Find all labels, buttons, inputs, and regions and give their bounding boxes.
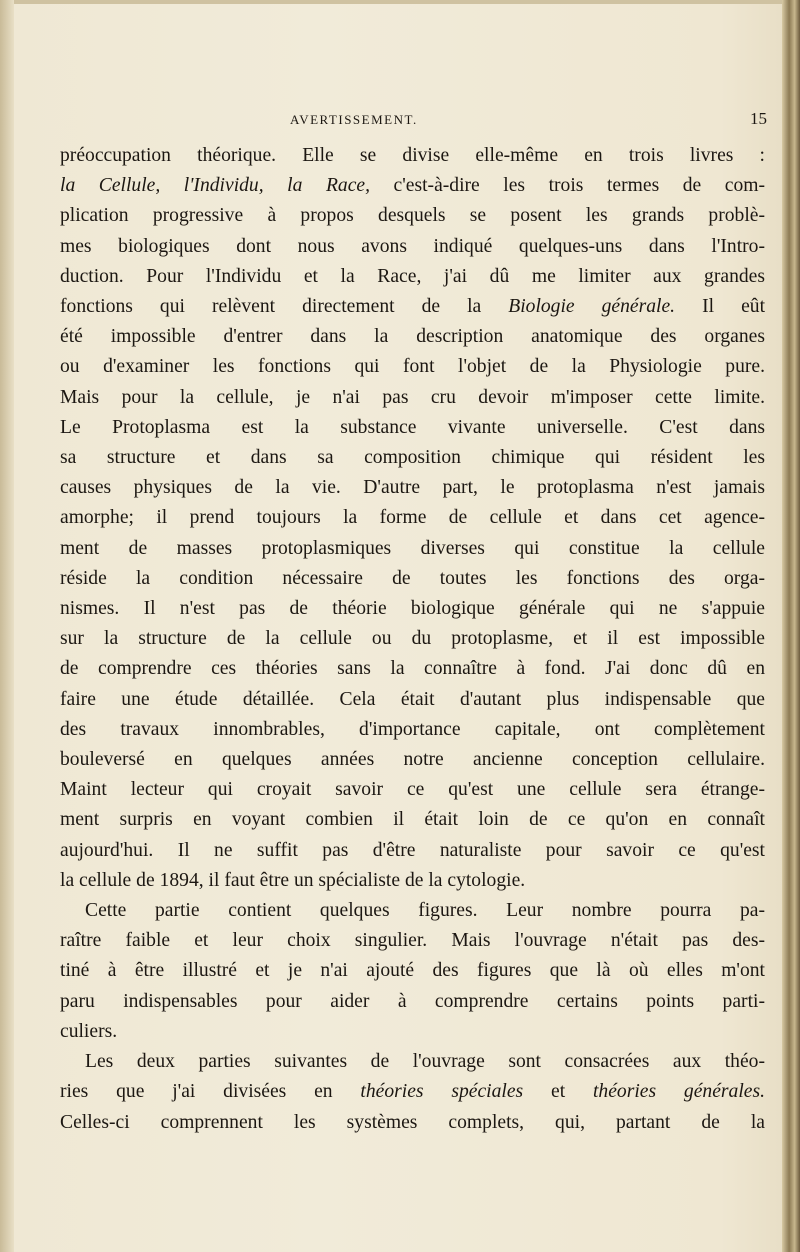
text-line: duction. Pour l'Individu et la Race, j'ai dû me limiter aux grandes	[60, 265, 765, 287]
text-line: Mais pour la cellule, je n'ai pas cru devoir m'imposer cette limite.	[60, 386, 765, 408]
text-line: réside la condition nécessaire de toutes les fonctions des orga-	[60, 567, 765, 589]
text-line: faire une étude détaillée. Cela était d'autant plus indispensable que	[60, 688, 765, 710]
italic-text: Biologie générale.	[508, 296, 676, 318]
text-line: de comprendre ces théories sans la connaître à fond. J'ai donc dû en	[60, 658, 765, 680]
text-line: bouleversé en quelques années notre ancienne conception cellulaire.	[60, 749, 765, 771]
text-line: préoccupation théorique. Elle se divise elle-même en trois livres :	[60, 145, 765, 166]
text-line: ou d'examiner les fonctions qui font l'objet de la Physiologie pure.	[60, 356, 765, 378]
running-title: AVERTISSEMENT.	[290, 112, 418, 127]
text-line: Cette partie contient quelques figures. Leur nombre pourra pa-	[85, 900, 765, 922]
text-line: mes biologiques dont nous avons indiqué quelques-uns dans l'Intro-	[60, 235, 765, 257]
page-number: 15	[750, 109, 767, 128]
text-line: ment de masses protoplasmiques diverses qui constitue la cellule	[60, 537, 765, 559]
page-gutter-shadow	[0, 0, 14, 1252]
italic-text: la Cellule, l'Individu, la Race,	[60, 175, 371, 197]
text-line: raître faible et leur choix singulier. Mais l'ouvrage n'était pas des-	[60, 930, 765, 952]
page-header	[60, 109, 770, 136]
text-line: culiers.	[60, 1020, 118, 1042]
text-line: fonctions qui relèvent directement de la Biologie générale. Il eût	[60, 296, 766, 318]
text-line: ment surpris en voyant combien il était loin de ce qu'on en connaît	[60, 809, 765, 831]
text-line: nismes. Il n'est pas de théorie biologique générale qui ne s'appuie	[60, 598, 765, 620]
text-line: amorphe; il prend toujours la forme de cellule et dans cet agence-	[60, 507, 765, 529]
body-text	[60, 141, 765, 1138]
text-line: causes physiques de la vie. D'autre part, le protoplasma n'est jamais	[60, 477, 765, 499]
text-line: Le Protoplasma est la substance vivante universelle. C'est dans	[60, 416, 765, 438]
text-line: ries que j'ai divisées en théories spéciales et théories générales.	[60, 1081, 765, 1103]
text-line: sur la structure de la cellule ou du protoplasme, et il est impossible	[60, 628, 765, 650]
text-line: été impossible d'entrer dans la description anatomique des organes	[60, 326, 765, 348]
italic-text: théories générales.	[592, 1081, 765, 1103]
text-line: la Cellule, l'Individu, la Race, c'est-à-dire les trois termes de com-	[60, 175, 766, 197]
text-line: Les deux parties suivantes de l'ouvrage sont consacrées aux théo-	[85, 1051, 765, 1073]
page-edge-shadow	[782, 0, 800, 1252]
text-line: Celles-ci comprennent les systèmes complets, qui, partant de la	[60, 1111, 765, 1133]
text-line: tiné à être illustré et je n'ai ajouté des figures que là où elles m'ont	[60, 960, 765, 982]
text-line: des travaux innombrables, d'importance capitale, ont complètement	[60, 718, 765, 740]
text-line: sa structure et dans sa composition chimique qui résident les	[60, 447, 765, 469]
text-line: la cellule de 1894, il faut être un spécialiste de la cytologie.	[60, 869, 526, 891]
page-top-edge	[0, 0, 800, 4]
text-line: paru indispensables pour aider à comprendre certains points parti-	[60, 990, 765, 1012]
text-line: aujourd'hui. Il ne suffit pas d'être naturaliste pour savoir ce qu'est	[60, 839, 765, 861]
italic-text: théories spéciales	[360, 1081, 524, 1103]
text-line: plication progressive à propos desquels se posent les grands problè-	[60, 205, 765, 227]
text-line: Maint lecteur qui croyait savoir ce qu'est une cellule sera étrange-	[60, 779, 765, 801]
